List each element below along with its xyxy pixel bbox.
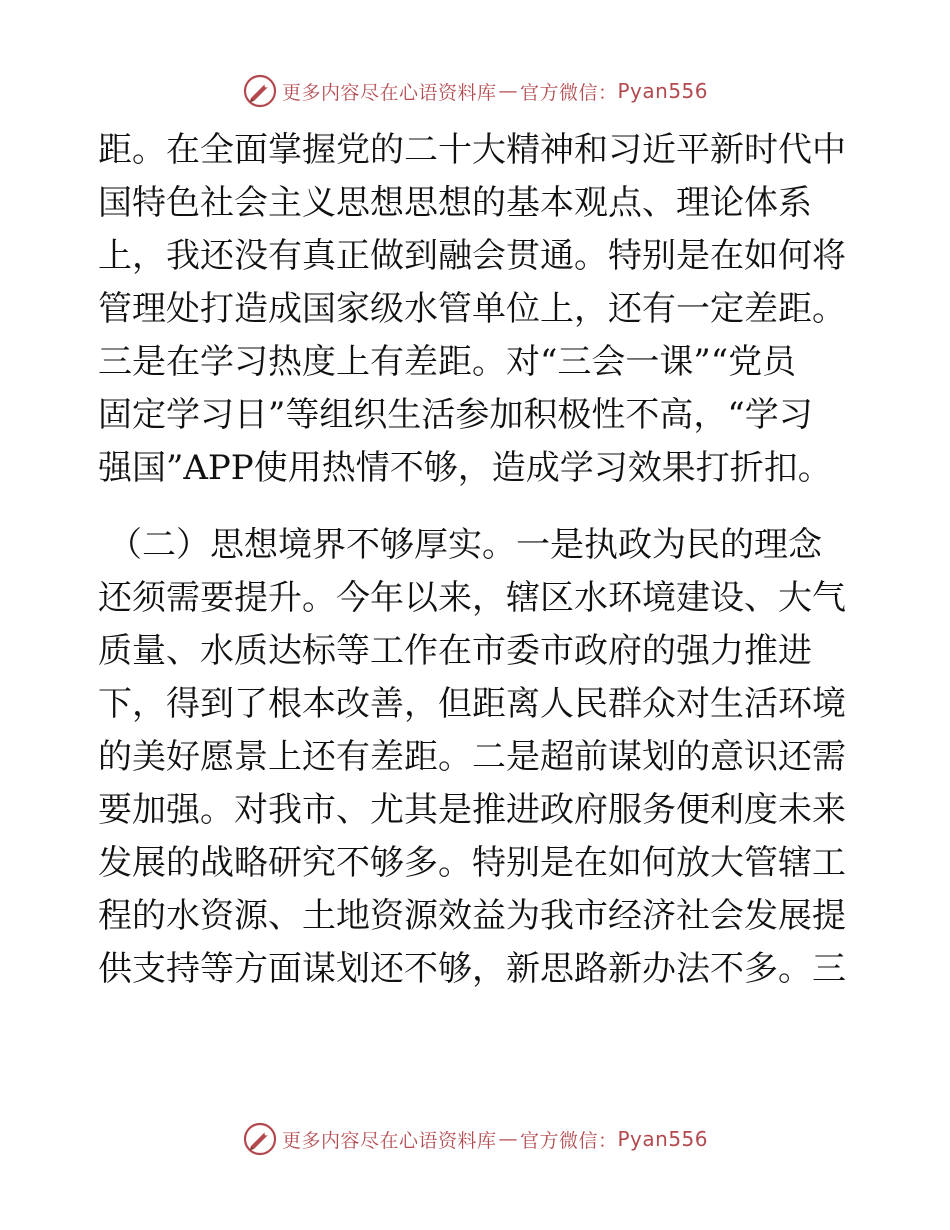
- watermark-footer: [0, 1119, 950, 1159]
- pen-logo-icon: [242, 1121, 278, 1157]
- text-line: 下，得到了根本改善，但距离人民群众对生活环境: [98, 684, 846, 724]
- paragraph-2: [98, 519, 858, 996]
- text-line: 管理处打造成国家级水管单位上，还有一定差距。: [98, 289, 846, 329]
- watermark-separator: —: [498, 80, 518, 102]
- text-line: 距。在全面掌握党的二十大精神和习近平新时代中: [98, 130, 846, 170]
- watermark-text: 更多内容尽在心语资料库: [281, 81, 497, 104]
- watermark-official: 官方微信：: [519, 81, 618, 104]
- text-line: 供支持等方面谋划还不够，新思路新办法不多。三: [98, 949, 846, 989]
- watermark-official: 官方微信：: [519, 1129, 618, 1152]
- text-line: 的美好愿景上还有差距。二是超前谋划的意识还需: [98, 737, 846, 777]
- pen-logo-icon: [242, 73, 278, 109]
- text-line: 三是在学习热度上有差距。对“三会一课”“党员: [98, 342, 797, 382]
- text-line: 程的水资源、土地资源效益为我市经济社会发展提: [98, 896, 846, 936]
- text-line: 还须需要提升。今年以来，辖区水环境建设、大气: [98, 578, 846, 618]
- text-line: 固定学习日”等组织生活参加积极性不高，“学习: [98, 395, 813, 435]
- text-line: 上，我还没有真正做到融会贯通。特别是在如何将: [98, 236, 846, 276]
- watermark-wechat-id: Pyan556: [617, 79, 709, 103]
- text-line: （二）思想境界不够厚实。一是执政为民的理念: [108, 525, 822, 565]
- watermark-header: [0, 71, 950, 111]
- text-line: 发展的战略研究不够多。特别是在如何放大管辖工: [98, 843, 846, 883]
- text-line: 强国”APP使用热情不够，造成学习效果打折扣。: [98, 448, 832, 488]
- paragraph-1: [98, 124, 858, 495]
- watermark-text: 更多内容尽在心语资料库: [281, 1129, 497, 1152]
- watermark-wechat-id: Pyan556: [617, 1127, 709, 1151]
- paragraph-gap: [98, 495, 858, 519]
- text-line: 国特色社会主义思想思想的基本观点、理论体系: [98, 183, 812, 223]
- text-line: 质量、水质达标等工作在市委市政府的强力推进: [98, 631, 812, 671]
- text-line: 要加强。对我市、尤其是推进政府服务便利度未来: [98, 790, 846, 830]
- document-body: [98, 124, 858, 996]
- watermark-separator: —: [498, 1128, 518, 1150]
